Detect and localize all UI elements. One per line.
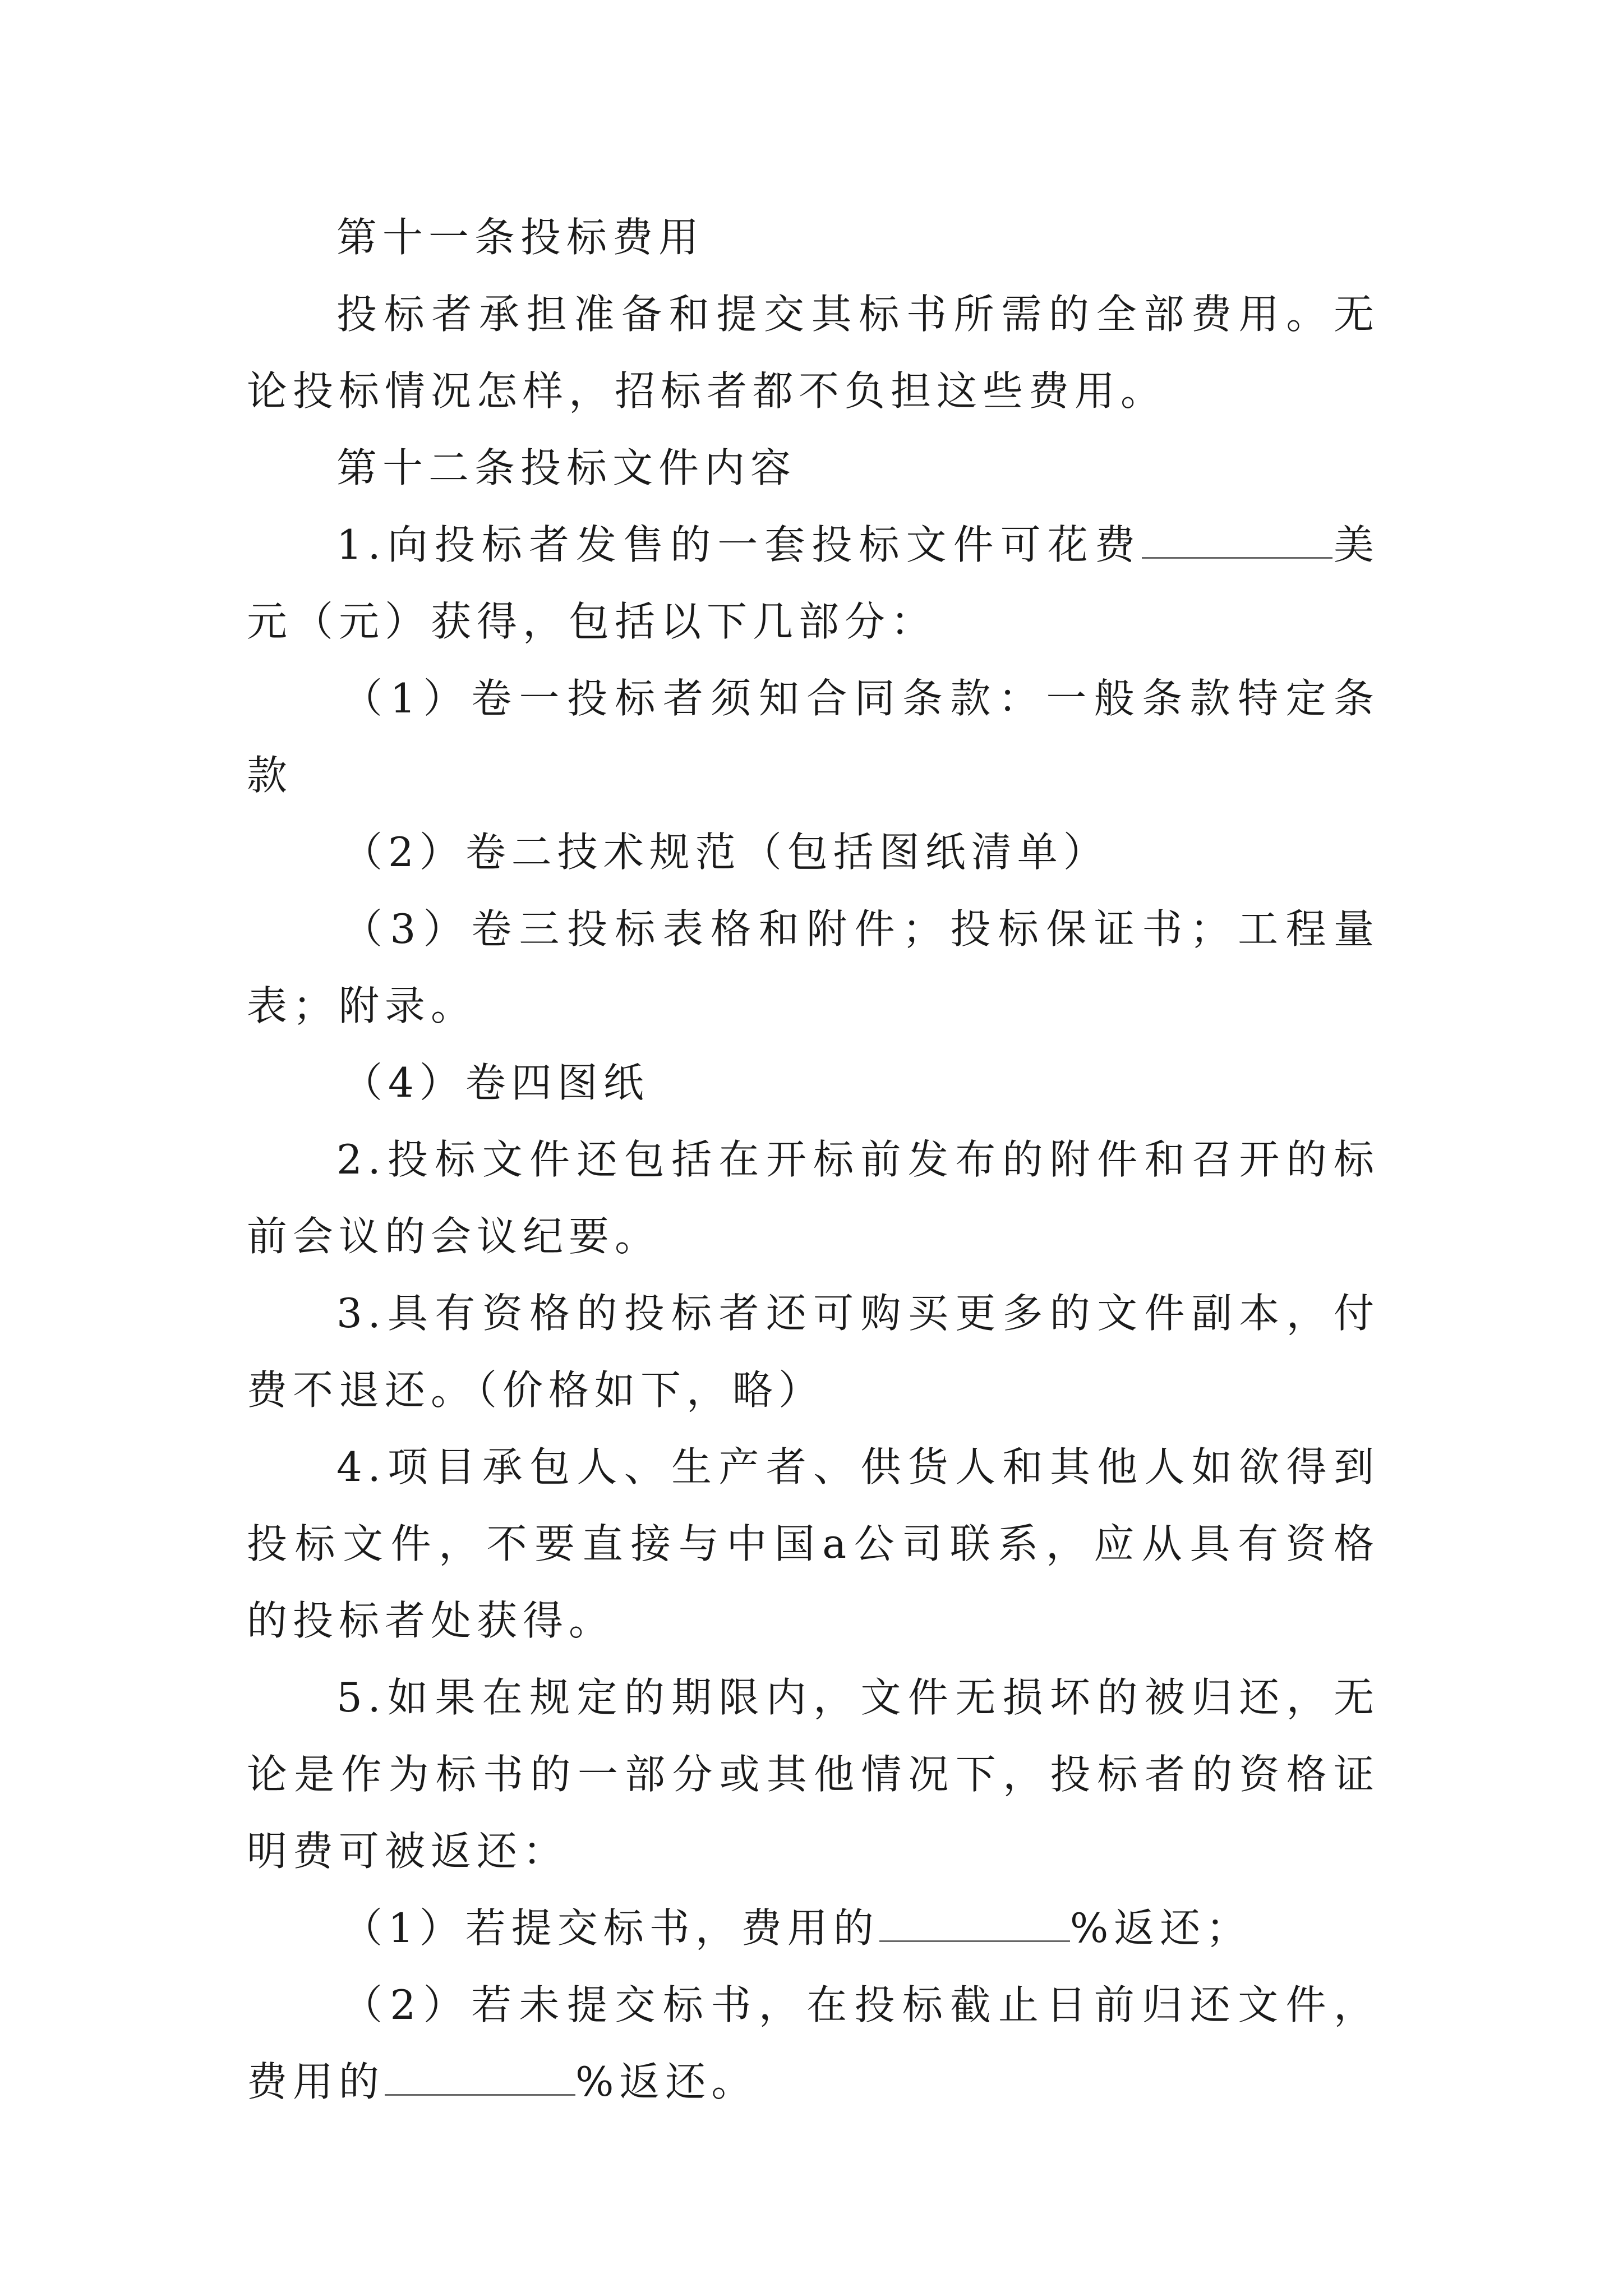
article-12-heading: 第十二条投标文件内容 [336, 444, 797, 491]
refund-case-2-text-a: （2）若未提交标书，在投标截止日前归还文件，费用的 [247, 1981, 1380, 2105]
volume-3: （3）卷三投标表格和附件；投标保证书；工程量表；附录。 [247, 905, 1380, 1029]
item-4: 4.项目承包人、生产者、供货人和其他人如欲得到投标文件，不要直接与中国a公司联系，应从具有资格的投标者处获得。 [247, 1443, 1380, 1644]
refund-case-2 [247, 1967, 1380, 2120]
document-body [247, 199, 1380, 2120]
volume-4: （4）卷四图纸 [342, 1059, 649, 1106]
item-2: 2.投标文件还包括在开标前发布的附件和召开的标前会议的会议纪要。 [247, 1136, 1380, 1260]
item-3: 3.具有资格的投标者还可购买更多的文件副本，付费不退还。（价格如下，略） [247, 1290, 1380, 1414]
article-11-body: 投标者承担准备和提交其标书所需的全部费用。无论投标情况怎样，招标者都不负担这些费用。 [247, 291, 1380, 415]
volume-1: （1）卷一投标者须知合同条款：一般条款特定条款 [247, 675, 1380, 799]
refund-percent-blank-2 [385, 2060, 575, 2096]
article-11-heading: 第十一条投标费用 [336, 214, 705, 261]
refund-case-1 [247, 1890, 1380, 1967]
refund-case-1-text-b: %返还； [1069, 1904, 1252, 1952]
refund-case-1-text-a: （1）若提交标书，费用的 [342, 1904, 879, 1952]
fee-blank [1142, 523, 1332, 559]
item-5: 5.如果在规定的期限内，文件无损坏的被归还，无论是作为标书的一部分或其他情况下，投标者的资格证明费可被返还： [247, 1674, 1380, 1875]
item-1-text-b: 美元（元）获得，包括以下几部分： [247, 521, 1380, 645]
item-1 [247, 507, 1380, 660]
volume-2: （2）卷二技术规范（包括图纸清单） [342, 829, 1109, 876]
refund-case-2-text-b: %返还。 [575, 2058, 758, 2105]
item-1-text-a: 1.向投标者发售的一套投标文件可花费 [336, 521, 1142, 568]
refund-percent-blank-1 [879, 1907, 1070, 1942]
